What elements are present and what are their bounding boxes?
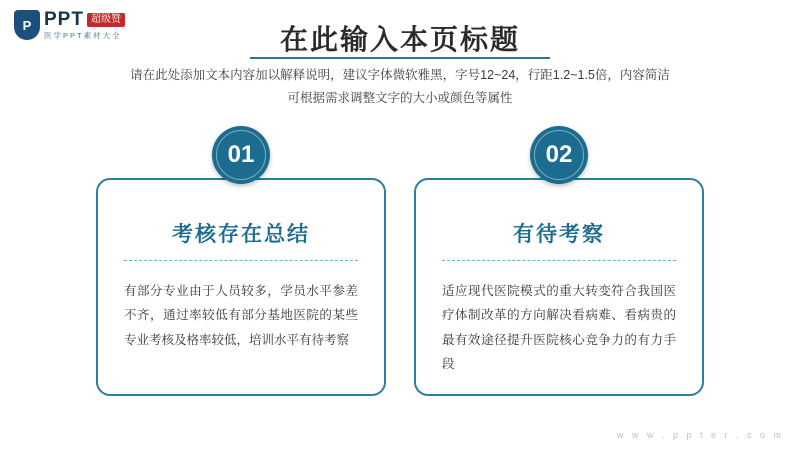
- page-title: 在此输入本页标题: [279, 24, 520, 55]
- card-body-box: [414, 178, 704, 396]
- card-text: 有部分专业由于人员较多，学员水平参差不齐，通过率较低有部分基地医院的某些专业考核及格率较低，培训水平有待考察: [124, 284, 358, 347]
- title-underline: [250, 57, 550, 59]
- card-body-box: [96, 178, 386, 396]
- card-divider: [124, 260, 358, 261]
- logo-tag: 超级赞: [87, 13, 125, 27]
- logo-subtitle: 医学PPT素材大全: [44, 31, 122, 41]
- card-text: 适应现代医院模式的重大转变符合我国医疗体制改革的方向解决看病难、看病贵的最有效途径提升医院核心竞争力的有力手段: [442, 284, 676, 372]
- shield-icon: P: [14, 10, 40, 40]
- card-number-badge: 01: [212, 126, 270, 184]
- subtitle-line-2: 可根据需求调整文字的大小或颜色等属性: [287, 91, 513, 106]
- subtitle-line-1: 请在此处添加文本内容加以解释说明，建议字体微软雅黑，字号12~24，行距1.2~1.5倍，内容简洁: [130, 68, 670, 82]
- page-subtitle: [80, 64, 720, 110]
- card-item: [414, 141, 704, 396]
- card-item: [96, 141, 386, 396]
- card-title: 有待考察: [513, 223, 605, 246]
- card-divider: [442, 260, 676, 261]
- footer-watermark: w w w . p p t e r . c o m: [616, 430, 784, 440]
- logo-name: PPT: [44, 9, 84, 31]
- card-list: [0, 141, 800, 396]
- card-title: 考核存在总结: [172, 223, 310, 246]
- card-number-badge: 02: [530, 126, 588, 184]
